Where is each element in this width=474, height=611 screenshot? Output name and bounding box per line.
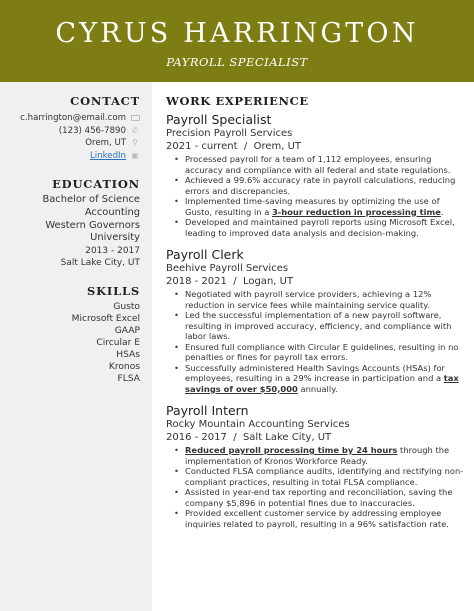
job-dates-location: 2021 - current / Orem, UT — [166, 141, 302, 152]
job-bullets — [166, 289, 466, 394]
education-location: Salt Lake City, UT — [60, 258, 140, 269]
contact-heading: CONTACT — [70, 94, 140, 108]
bullet-item: • Successfully administered Health Savings Accounts (HSAs) for employees, resulting in a 29% increase in participation and a tax savings of over $50,000 annually. — [166, 363, 466, 395]
linkedin-link[interactable]: LinkedIn — [89, 150, 126, 161]
location-pin-icon: ⚲ — [132, 138, 138, 148]
resume-header — [0, 0, 474, 82]
job-bullets — [166, 154, 466, 238]
education-section — [0, 177, 140, 269]
education-heading: EDUCATION — [52, 177, 140, 191]
email-row — [0, 112, 140, 125]
work-experience-heading: WORK EXPERIENCE — [166, 94, 309, 108]
degree-line-1: Bachelor of Science — [42, 194, 140, 205]
job-dates-location: 2018 - 2021 / Logan, UT — [166, 276, 294, 287]
bullet-item: • Negotiated with payroll service providers, achieving a 12% reduction in service fees while maintaining service quality. — [166, 289, 466, 310]
location-text: Orem, UT — [85, 138, 126, 149]
candidate-title: PAYROLL SPECIALIST — [166, 55, 308, 69]
skill-item: Kronos — [108, 362, 140, 372]
education-years: 2013 - 2017 — [85, 246, 140, 257]
job-entry — [166, 403, 466, 529]
job-title: Payroll Specialist — [166, 112, 272, 127]
candidate-name: CYRUS HARRINGTON — [55, 18, 419, 49]
skills-heading: SKILLS — [87, 284, 140, 298]
contact-section — [0, 94, 140, 162]
job-entry — [166, 247, 466, 394]
location-row — [0, 137, 140, 150]
job-company: Rocky Mountain Accounting Services — [166, 419, 350, 430]
school-line-1: Western Governors — [45, 219, 140, 231]
bullet-item: • Conducted FLSA compliance audits, identifying and rectifying non-compliant practices, resulting in total FLSA compliance. — [166, 466, 466, 487]
phone-row — [0, 125, 140, 138]
envelope-icon — [131, 115, 140, 121]
skills-section — [0, 284, 140, 385]
linkedin-icon: ▣ — [131, 150, 139, 160]
bullet-item: • Provided excellent customer service by addressing employee inquiries related to payroll, resulting in a 96% satisfaction rate. — [166, 508, 466, 529]
bullet-item: • Achieved a 99.6% accuracy rate in payroll calculations, reducing errors and discrepancies. — [166, 175, 466, 196]
job-company: Beehive Payroll Services — [166, 263, 289, 274]
email-text[interactable]: c.harrington@email.com — [20, 113, 126, 123]
bullet-item: • Reduced payroll processing time by 24 hours through the implementation of Kronos Workforce Ready. — [166, 445, 466, 466]
skill-item: Microsoft Excel — [71, 314, 140, 324]
linkedin-row — [0, 150, 140, 163]
skill-item: Circular E — [96, 338, 140, 348]
school-line-2: University — [90, 232, 140, 244]
job-title: Payroll Clerk — [166, 247, 244, 262]
job-company: Precision Payroll Services — [166, 128, 293, 139]
bullet-item: • Led the successful implementation of a new payroll software, resulting in improved accuracy, efficiency, and compliance with labor laws. — [166, 310, 466, 342]
degree-line-2: Accounting — [84, 206, 140, 218]
phone-icon: ✆ — [131, 125, 139, 135]
job-entry — [166, 112, 466, 238]
bullet-item: • Ensured full compliance with Circular E guidelines, resulting in no penalties or fines for payroll tax errors. — [166, 342, 466, 363]
skill-item: Gusto — [113, 302, 140, 312]
bullet-item: • Developed and maintained payroll reports using Microsoft Excel, leading to improved data analysis and decision-making. — [166, 217, 466, 238]
bullet-item: • Implemented time-saving measures by optimizing the use of Gusto, resulting in a 3-hour reduction in processing time. — [166, 196, 466, 217]
bullet-item: • Processed payroll for a team of 1,112 employees, ensuring accuracy and compliance with all federal and state regulations. — [166, 154, 466, 175]
highlight-text: Reduced payroll processing time by 24 hours — [185, 445, 398, 455]
phone-text: (123) 456-7890 — [58, 125, 126, 136]
highlight-text: tax savings of over $50,000 — [185, 373, 459, 394]
job-dates-location: 2016 - 2017 / Salt Lake City, UT — [166, 432, 332, 443]
sidebar — [0, 82, 152, 611]
job-bullets — [166, 445, 466, 529]
skill-item: HSAs — [116, 350, 140, 360]
main-content — [166, 94, 466, 538]
job-title: Payroll Intern — [166, 403, 249, 418]
skill-item: FLSA — [117, 374, 140, 384]
highlight-text: 3-hour reduction in processing time — [271, 206, 441, 217]
skill-item: GAAP — [114, 326, 140, 336]
bullet-item: • Assisted in year-end tax reporting and reconciliation, saving the company $5,896 in potential fines due to inaccuracies. — [166, 487, 466, 508]
